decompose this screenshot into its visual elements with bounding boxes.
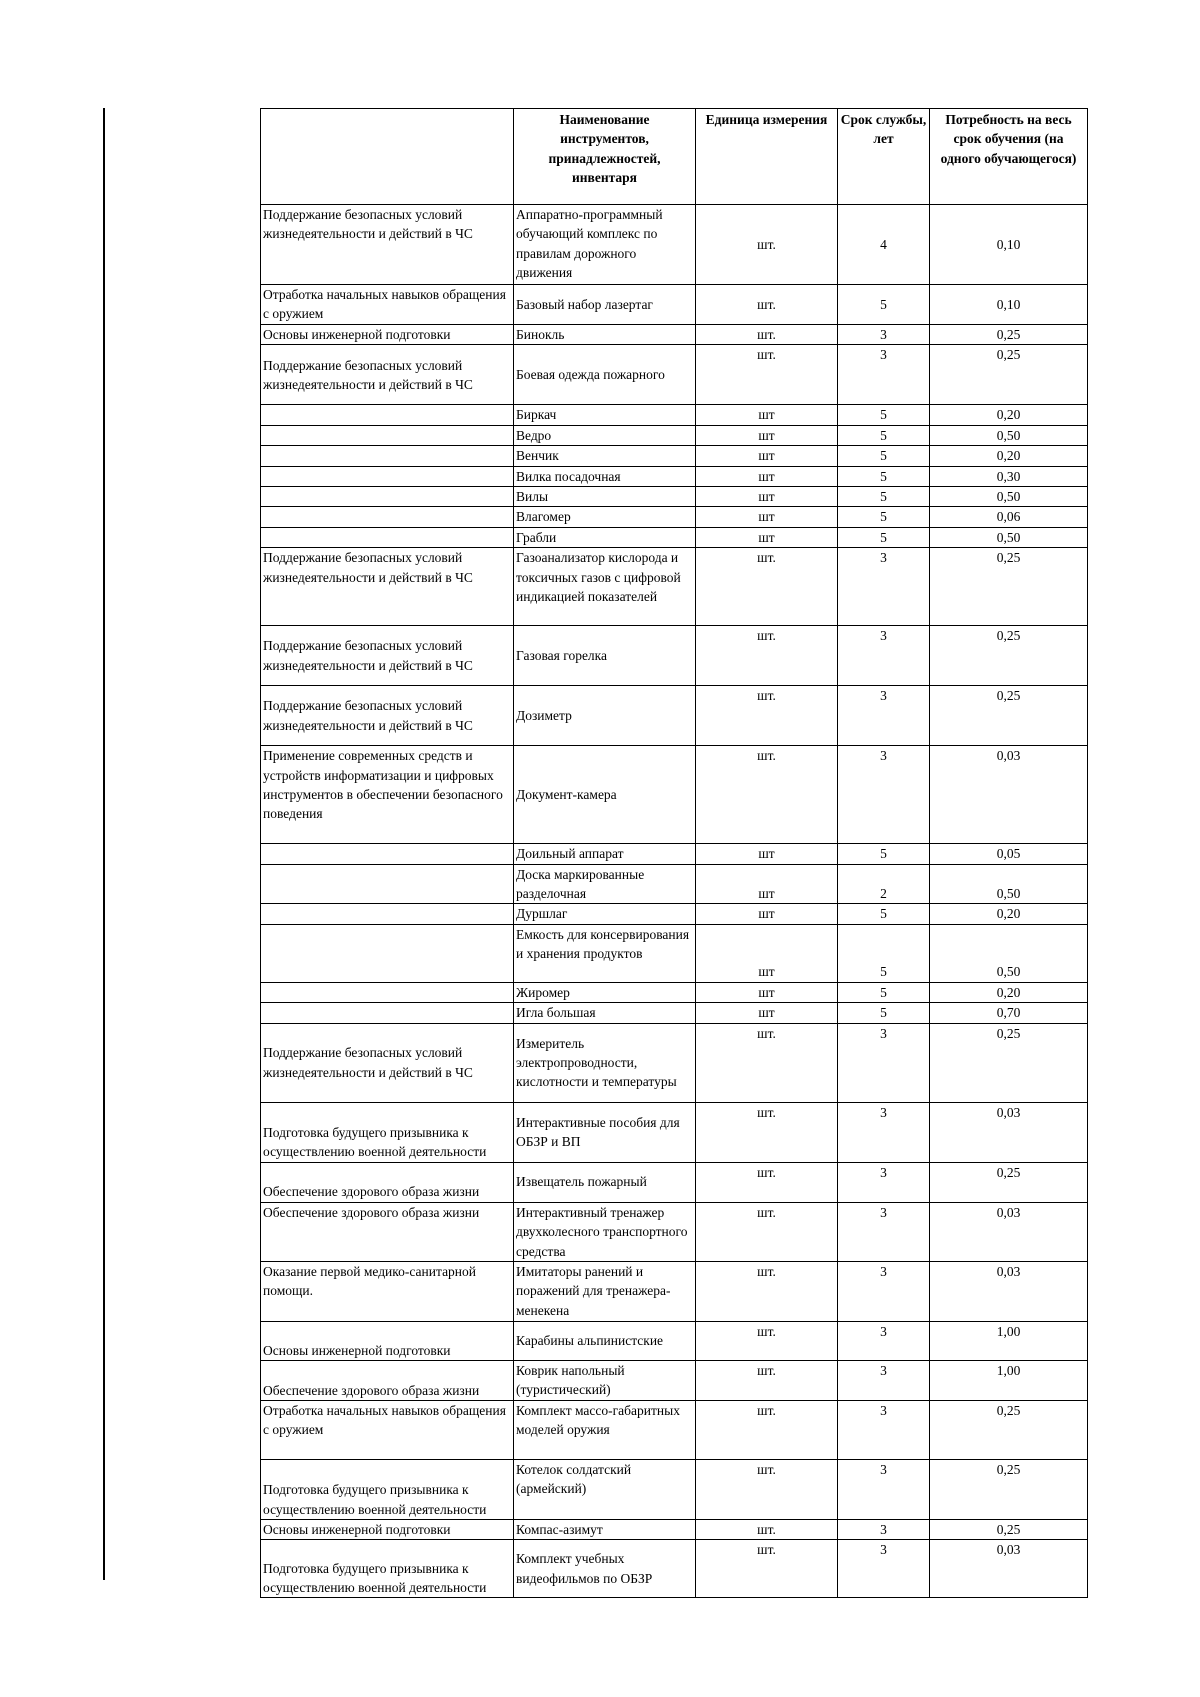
cell-unit: шт.: [696, 1360, 838, 1400]
cell-need: 0,03: [930, 1540, 1088, 1598]
cell-life: 3: [838, 325, 930, 345]
cell-area: Отработка начальных навыков обращения с оружием: [261, 1400, 514, 1459]
cell-need: 0,50: [930, 924, 1088, 982]
cell-unit: шт: [696, 487, 838, 507]
cell-need: 0,25: [930, 1459, 1088, 1519]
cell-name: Вилка посадочная: [514, 466, 696, 486]
cell-unit: шт.: [696, 686, 838, 746]
cell-area: [261, 982, 514, 1002]
cell-life: 5: [838, 446, 930, 466]
cell-name: Котелок солдатский (армейский): [514, 1459, 696, 1519]
cell-name: Емкость для консервирования и хранения продуктов: [514, 924, 696, 982]
table-row: [261, 1459, 1088, 1519]
cell-need: 0,20: [930, 405, 1088, 425]
cell-area: Поддержание безопасных условий жизнедеятельности и действий в ЧС: [261, 548, 514, 626]
cell-need: 0,70: [930, 1003, 1088, 1023]
cell-unit: шт: [696, 904, 838, 924]
cell-unit: шт: [696, 425, 838, 445]
cell-area: Поддержание безопасных условий жизнедеятельности и действий в ЧС: [261, 345, 514, 405]
cell-life: 3: [838, 686, 930, 746]
cell-name: Извещатель пожарный: [514, 1162, 696, 1202]
table-row: [261, 746, 1088, 844]
table-row: [261, 924, 1088, 982]
cell-unit: шт.: [696, 325, 838, 345]
cell-need: 0,50: [930, 527, 1088, 547]
cell-name: Биркач: [514, 405, 696, 425]
cell-area: [261, 527, 514, 547]
cell-area: [261, 487, 514, 507]
cell-unit: шт.: [696, 285, 838, 325]
cell-name: Венчик: [514, 446, 696, 466]
cell-life: 5: [838, 527, 930, 547]
cell-life: 5: [838, 466, 930, 486]
table-row: [261, 507, 1088, 527]
cell-life: 3: [838, 1261, 930, 1321]
cell-name: Аппаратно-программный обучающий комплекс по правилам дорожного движения: [514, 205, 696, 285]
table-row: [261, 487, 1088, 507]
cell-life: 3: [838, 1360, 930, 1400]
cell-name: Измеритель электропроводности, кислотности и температуры: [514, 1023, 696, 1102]
cell-area: [261, 446, 514, 466]
cell-name: Карабины альпинистские: [514, 1321, 696, 1360]
cell-need: 0,25: [930, 1023, 1088, 1102]
cell-name: Доильный аппарат: [514, 844, 696, 864]
cell-unit: шт.: [696, 1102, 838, 1162]
cell-need: 1,00: [930, 1360, 1088, 1400]
cell-unit: шт: [696, 864, 838, 904]
cell-need: 0,50: [930, 425, 1088, 445]
cell-name: Компас-азимут: [514, 1519, 696, 1539]
cell-unit: шт.: [696, 746, 838, 844]
cell-unit: шт.: [696, 345, 838, 405]
table-row: [261, 446, 1088, 466]
cell-need: 0,03: [930, 746, 1088, 844]
table-row: [261, 285, 1088, 325]
cell-need: 0,05: [930, 844, 1088, 864]
cell-life: 5: [838, 904, 930, 924]
table-row: [261, 864, 1088, 904]
cell-name: Бинокль: [514, 325, 696, 345]
cell-unit: шт.: [696, 1261, 838, 1321]
equipment-table: [260, 108, 1088, 1598]
cell-life: 3: [838, 1519, 930, 1539]
cell-need: 0,03: [930, 1102, 1088, 1162]
cell-area: [261, 904, 514, 924]
table-row: [261, 1162, 1088, 1202]
cell-area: [261, 405, 514, 425]
cell-area: Применение современных средств и устройств информатизации и цифровых инструментов в обеспечении безопасного поведения: [261, 746, 514, 844]
cell-name: Интерактивные пособия для ОБЗР и ВП: [514, 1102, 696, 1162]
table-row: [261, 1360, 1088, 1400]
cell-life: 5: [838, 507, 930, 527]
cell-area: [261, 844, 514, 864]
cell-area: Оказание первой медико-санитарной помощи.: [261, 1261, 514, 1321]
table-row: [261, 626, 1088, 686]
header-unit: Единица измерения: [696, 109, 838, 205]
cell-life: 5: [838, 425, 930, 445]
cell-name: Дозиметр: [514, 686, 696, 746]
cell-name: Документ-камера: [514, 746, 696, 844]
cell-area: Поддержание безопасных условий жизнедеятельности и действий в ЧС: [261, 686, 514, 746]
cell-unit: шт.: [696, 1162, 838, 1202]
cell-area: Поддержание безопасных условий жизнедеятельности и действий в ЧС: [261, 1023, 514, 1102]
cell-area: Основы инженерной подготовки: [261, 1321, 514, 1360]
table-row: [261, 904, 1088, 924]
cell-unit: шт.: [696, 1321, 838, 1360]
cell-life: 5: [838, 487, 930, 507]
cell-name: Комплект учебных видеофильмов по ОБЗР: [514, 1540, 696, 1598]
cell-unit: шт.: [696, 1459, 838, 1519]
cell-name: Доска маркированные разделочная: [514, 864, 696, 904]
cell-need: 0,20: [930, 904, 1088, 924]
cell-need: 0,25: [930, 1519, 1088, 1539]
cell-name: Базовый набор лазертаг: [514, 285, 696, 325]
table-row: [261, 205, 1088, 285]
header-name: Наименование инструментов, принадлежностей, инвентаря: [514, 109, 696, 205]
table-row: [261, 844, 1088, 864]
cell-need: 0,10: [930, 285, 1088, 325]
cell-area: [261, 425, 514, 445]
cell-area: Подготовка будущего призывника к осуществлению военной деятельности: [261, 1540, 514, 1598]
cell-area: Основы инженерной подготовки: [261, 1519, 514, 1539]
cell-unit: шт: [696, 405, 838, 425]
cell-area: Обеспечение здорового образа жизни: [261, 1360, 514, 1400]
table-row: [261, 686, 1088, 746]
cell-unit: шт.: [696, 1202, 838, 1261]
cell-name: Влагомер: [514, 507, 696, 527]
cell-unit: шт: [696, 446, 838, 466]
cell-need: 0,25: [930, 345, 1088, 405]
table-row: [261, 1023, 1088, 1102]
cell-need: 0,25: [930, 1400, 1088, 1459]
table-row: [261, 1400, 1088, 1459]
cell-need: 0,50: [930, 864, 1088, 904]
cell-unit: шт.: [696, 205, 838, 285]
cell-need: 0,20: [930, 446, 1088, 466]
cell-life: 3: [838, 1023, 930, 1102]
cell-unit: шт: [696, 1003, 838, 1023]
cell-unit: шт: [696, 844, 838, 864]
table-row: [261, 1540, 1088, 1598]
cell-life: 5: [838, 1003, 930, 1023]
header-area: [261, 109, 514, 205]
cell-life: 5: [838, 844, 930, 864]
cell-need: 0,03: [930, 1261, 1088, 1321]
cell-name: Комплект массо-габаритных моделей оружия: [514, 1400, 696, 1459]
cell-name: Боевая одежда пожарного: [514, 345, 696, 405]
cell-need: 0,25: [930, 626, 1088, 686]
cell-area: [261, 924, 514, 982]
table-row: [261, 405, 1088, 425]
cell-unit: шт: [696, 527, 838, 547]
table-row: [261, 1102, 1088, 1162]
cell-life: 3: [838, 1459, 930, 1519]
table-row: [261, 548, 1088, 626]
cell-name: Имитаторы ранений и поражений для тренажера-менекена: [514, 1261, 696, 1321]
cell-life: 2: [838, 864, 930, 904]
cell-life: 3: [838, 626, 930, 686]
table-header: [261, 109, 1088, 205]
cell-need: 0,25: [930, 686, 1088, 746]
cell-name: Жиромер: [514, 982, 696, 1002]
cell-area: [261, 466, 514, 486]
cell-unit: шт.: [696, 1540, 838, 1598]
cell-unit: шт: [696, 466, 838, 486]
cell-life: 3: [838, 1102, 930, 1162]
cell-area: Подготовка будущего призывника к осуществлению военной деятельности: [261, 1459, 514, 1519]
cell-unit: шт.: [696, 1400, 838, 1459]
cell-life: 4: [838, 205, 930, 285]
cell-need: 0,25: [930, 1162, 1088, 1202]
cell-area: [261, 1003, 514, 1023]
cell-life: 3: [838, 1540, 930, 1598]
table-row: [261, 466, 1088, 486]
table-row: [261, 425, 1088, 445]
table-row: [261, 1261, 1088, 1321]
cell-unit: шт.: [696, 1519, 838, 1539]
table-row: [261, 1003, 1088, 1023]
cell-name: Коврик напольный (туристический): [514, 1360, 696, 1400]
cell-life: 3: [838, 548, 930, 626]
cell-unit: шт.: [696, 548, 838, 626]
cell-need: 0,25: [930, 548, 1088, 626]
cell-life: 5: [838, 405, 930, 425]
cell-area: Обеспечение здорового образа жизни: [261, 1202, 514, 1261]
cell-area: [261, 864, 514, 904]
cell-life: 3: [838, 1321, 930, 1360]
table-row: [261, 325, 1088, 345]
table-row: [261, 1519, 1088, 1539]
cell-name: Газовая горелка: [514, 626, 696, 686]
cell-life: 3: [838, 345, 930, 405]
cell-name: Игла большая: [514, 1003, 696, 1023]
cell-area: [261, 507, 514, 527]
cell-need: 0,06: [930, 507, 1088, 527]
cell-need: 0,20: [930, 982, 1088, 1002]
table-row: [261, 345, 1088, 405]
table-row: [261, 1321, 1088, 1360]
cell-name: Ведро: [514, 425, 696, 445]
cell-area: Подготовка будущего призывника к осуществлению военной деятельности: [261, 1102, 514, 1162]
cell-need: 0,03: [930, 1202, 1088, 1261]
header-life: Срок службы, лет: [838, 109, 930, 205]
table-row: [261, 527, 1088, 547]
cell-unit: шт: [696, 982, 838, 1002]
cell-name: Дуршлаг: [514, 904, 696, 924]
cell-unit: шт: [696, 924, 838, 982]
cell-need: 0,25: [930, 325, 1088, 345]
cell-unit: шт: [696, 507, 838, 527]
cell-name: Грабли: [514, 527, 696, 547]
cell-life: 3: [838, 1162, 930, 1202]
cell-area: Обеспечение здорового образа жизни: [261, 1162, 514, 1202]
cell-life: 3: [838, 1202, 930, 1261]
cell-area: Основы инженерной подготовки: [261, 325, 514, 345]
cell-area: Поддержание безопасных условий жизнедеятельности и действий в ЧС: [261, 205, 514, 285]
cell-life: 3: [838, 1400, 930, 1459]
cell-area: Отработка начальных навыков обращения с оружием: [261, 285, 514, 325]
cell-need: 0,10: [930, 205, 1088, 285]
cell-name: Газоанализатор кислорода и токсичных газов с цифровой индикацией показателей: [514, 548, 696, 626]
cell-life: 5: [838, 982, 930, 1002]
cell-need: 0,30: [930, 466, 1088, 486]
table-row: [261, 1202, 1088, 1261]
cell-need: 0,50: [930, 487, 1088, 507]
cell-name: Вилы: [514, 487, 696, 507]
cell-life: 3: [838, 746, 930, 844]
cell-unit: шт.: [696, 626, 838, 686]
cell-area: Поддержание безопасных условий жизнедеятельности и действий в ЧС: [261, 626, 514, 686]
header-need: Потребность на весь срок обучения (на одного обучающегося): [930, 109, 1088, 205]
cell-life: 5: [838, 285, 930, 325]
cell-need: 1,00: [930, 1321, 1088, 1360]
cell-life: 5: [838, 924, 930, 982]
table-row: [261, 982, 1088, 1002]
cell-name: Интерактивный тренажер двухколесного транспортного средства: [514, 1202, 696, 1261]
cell-unit: шт.: [696, 1023, 838, 1102]
left-margin-line: [103, 108, 105, 1580]
